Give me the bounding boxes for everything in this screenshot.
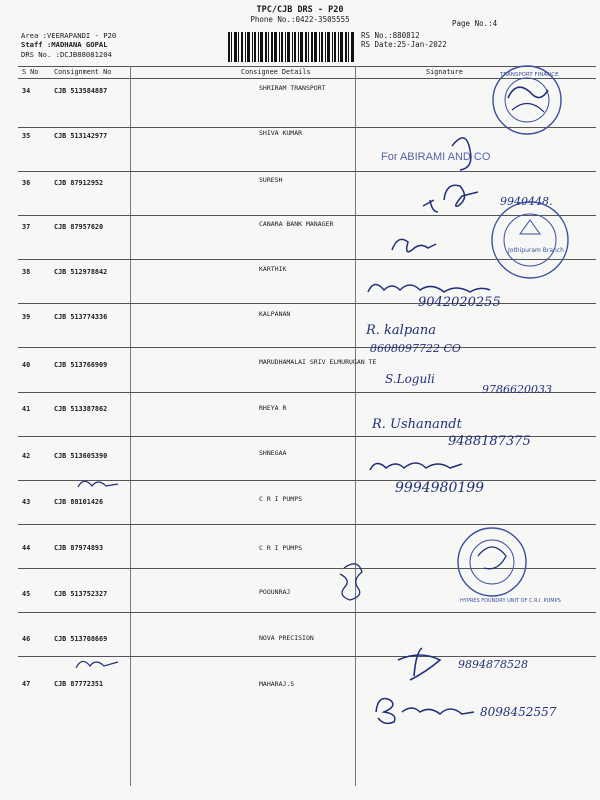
row-consignee: SHRIRAM TRANSPORT xyxy=(259,84,326,92)
row-consignment: CJB 513766909 xyxy=(54,361,108,369)
column-header-signature: Signature xyxy=(426,68,463,76)
row-divider xyxy=(18,480,596,481)
hypres-stamp xyxy=(458,528,526,596)
area-label: Area :VEERAPANDI - P20 xyxy=(21,31,117,40)
abirami-stamp-text: For ABIRAMI AND CO xyxy=(381,151,491,163)
row-39-phone: 8608097722 CO xyxy=(370,342,461,355)
table-top-border xyxy=(18,66,596,67)
row-consignment: CJB 513584887 xyxy=(54,87,108,95)
row-36-phone: 9940448. xyxy=(500,195,553,208)
row-divider xyxy=(18,568,596,569)
row-sno: 47 xyxy=(22,680,31,688)
row-divider xyxy=(18,171,596,172)
row-consignment: CJB 513142977 xyxy=(54,132,108,140)
row-consignment: CJB 513752327 xyxy=(54,590,108,598)
row-consignment: CJB 87974893 xyxy=(54,544,104,552)
row-40-phone: 9786620033 xyxy=(482,383,552,396)
row-consignment: CJB 513774336 xyxy=(54,313,108,321)
post-office-stamp-text: Jothipuram Branch xyxy=(508,247,564,254)
row-consignment: CJB 88101426 xyxy=(54,498,104,506)
column-divider xyxy=(355,66,356,786)
row-39-signature: R. kalpana xyxy=(366,323,437,338)
row-46-phone: 9894878528 xyxy=(458,658,528,671)
row-divider xyxy=(18,436,596,437)
row-consignment: CJB 513708669 xyxy=(54,635,108,643)
drs-number: DRS No. :DCJB88081204 xyxy=(21,50,112,59)
row-divider xyxy=(18,524,596,525)
row-sno: 45 xyxy=(22,590,31,598)
row-consignee: SHNEGAA xyxy=(259,449,287,457)
row-consignee: MAHARAJ.S xyxy=(259,680,295,688)
row-divider xyxy=(18,215,596,216)
rs-date: RS Date:25-Jan-2022 xyxy=(361,40,447,49)
table-header-border xyxy=(18,78,596,79)
row-sno: 37 xyxy=(22,223,31,231)
row-consignee: NOVA PRECISION xyxy=(259,634,314,642)
row-consignment: CJB 513387862 xyxy=(54,405,108,413)
row-divider xyxy=(18,656,596,657)
column-header-sno: S No xyxy=(22,68,39,76)
row-divider xyxy=(18,303,596,304)
row-40-signature: S.Loguli xyxy=(385,372,435,386)
row-consignee: C R I PUMPS xyxy=(259,544,303,552)
row-consignee: SHIVA KUMAR xyxy=(259,129,303,137)
rs-number: RS No.:880812 xyxy=(361,31,420,40)
row-consignment: CJB 513605390 xyxy=(54,452,108,460)
row-sno: 39 xyxy=(22,313,31,321)
row-consignee: KARTHIK xyxy=(259,265,287,273)
row-consignee: KALPANAN xyxy=(259,310,291,318)
row-sno: 44 xyxy=(22,544,31,552)
row-sno: 40 xyxy=(22,361,31,369)
row-consignee: POOUNRAJ xyxy=(259,588,291,596)
phone-number: Phone No.:0422-3505555 xyxy=(250,15,350,24)
row-sno: 46 xyxy=(22,635,31,643)
barcode-icon xyxy=(228,32,354,62)
transport-stamp xyxy=(493,66,561,134)
row-consignee: SURESH xyxy=(259,176,283,184)
row-consignee: MARUDHAMALAI SRIV ELMURUGAN TE xyxy=(259,358,377,366)
row-47-phone: 8098452557 xyxy=(480,705,557,719)
row-sno: 35 xyxy=(22,132,31,140)
row-sno: 43 xyxy=(22,498,31,506)
row-divider xyxy=(18,612,596,613)
row-sno: 41 xyxy=(22,405,31,413)
row-consignee: RHEYA R xyxy=(259,404,287,412)
row-41-phone: 9488187375 xyxy=(448,434,531,449)
row-divider xyxy=(18,347,596,348)
row-divider xyxy=(18,392,596,393)
column-divider xyxy=(130,66,131,786)
row-consignment: CJB 87772351 xyxy=(54,680,104,688)
transport-stamp-text: TRANSPORT FINANCE xyxy=(500,72,559,78)
row-consignment: CJB 87957620 xyxy=(54,223,104,231)
row-sno: 36 xyxy=(22,179,31,187)
row-sno: 38 xyxy=(22,268,31,276)
post-office-stamp xyxy=(492,202,568,278)
staff-label: Staff :MADHANA GOPAL xyxy=(21,40,108,49)
row-sno: 42 xyxy=(22,452,31,460)
row-41-signature: R. Ushanandt xyxy=(372,417,462,432)
row-divider xyxy=(18,127,596,128)
row-38-phone: 9042020255 xyxy=(418,295,501,310)
page-number: Page No.:4 xyxy=(452,19,498,28)
row-42-phone: 9994980199 xyxy=(395,480,485,496)
document-title: TPC/CJB DRS - P20 xyxy=(256,5,344,15)
row-sno: 34 xyxy=(22,87,31,95)
column-header-consignee: Consignee Details xyxy=(241,68,311,76)
row-consignment: CJB 87912952 xyxy=(54,179,104,187)
row-divider xyxy=(18,259,596,260)
row-consignee: CANARA BANK MANAGER xyxy=(259,220,334,228)
column-header-consignment: Consignment No xyxy=(54,68,112,76)
row-consignment: CJB 512978842 xyxy=(54,268,108,276)
row-consignee: C R I PUMPS xyxy=(259,495,303,503)
hypres-stamp-text: HYPRES FOUNDRY UNIT OF C.R.I. PUMPS xyxy=(460,598,561,604)
